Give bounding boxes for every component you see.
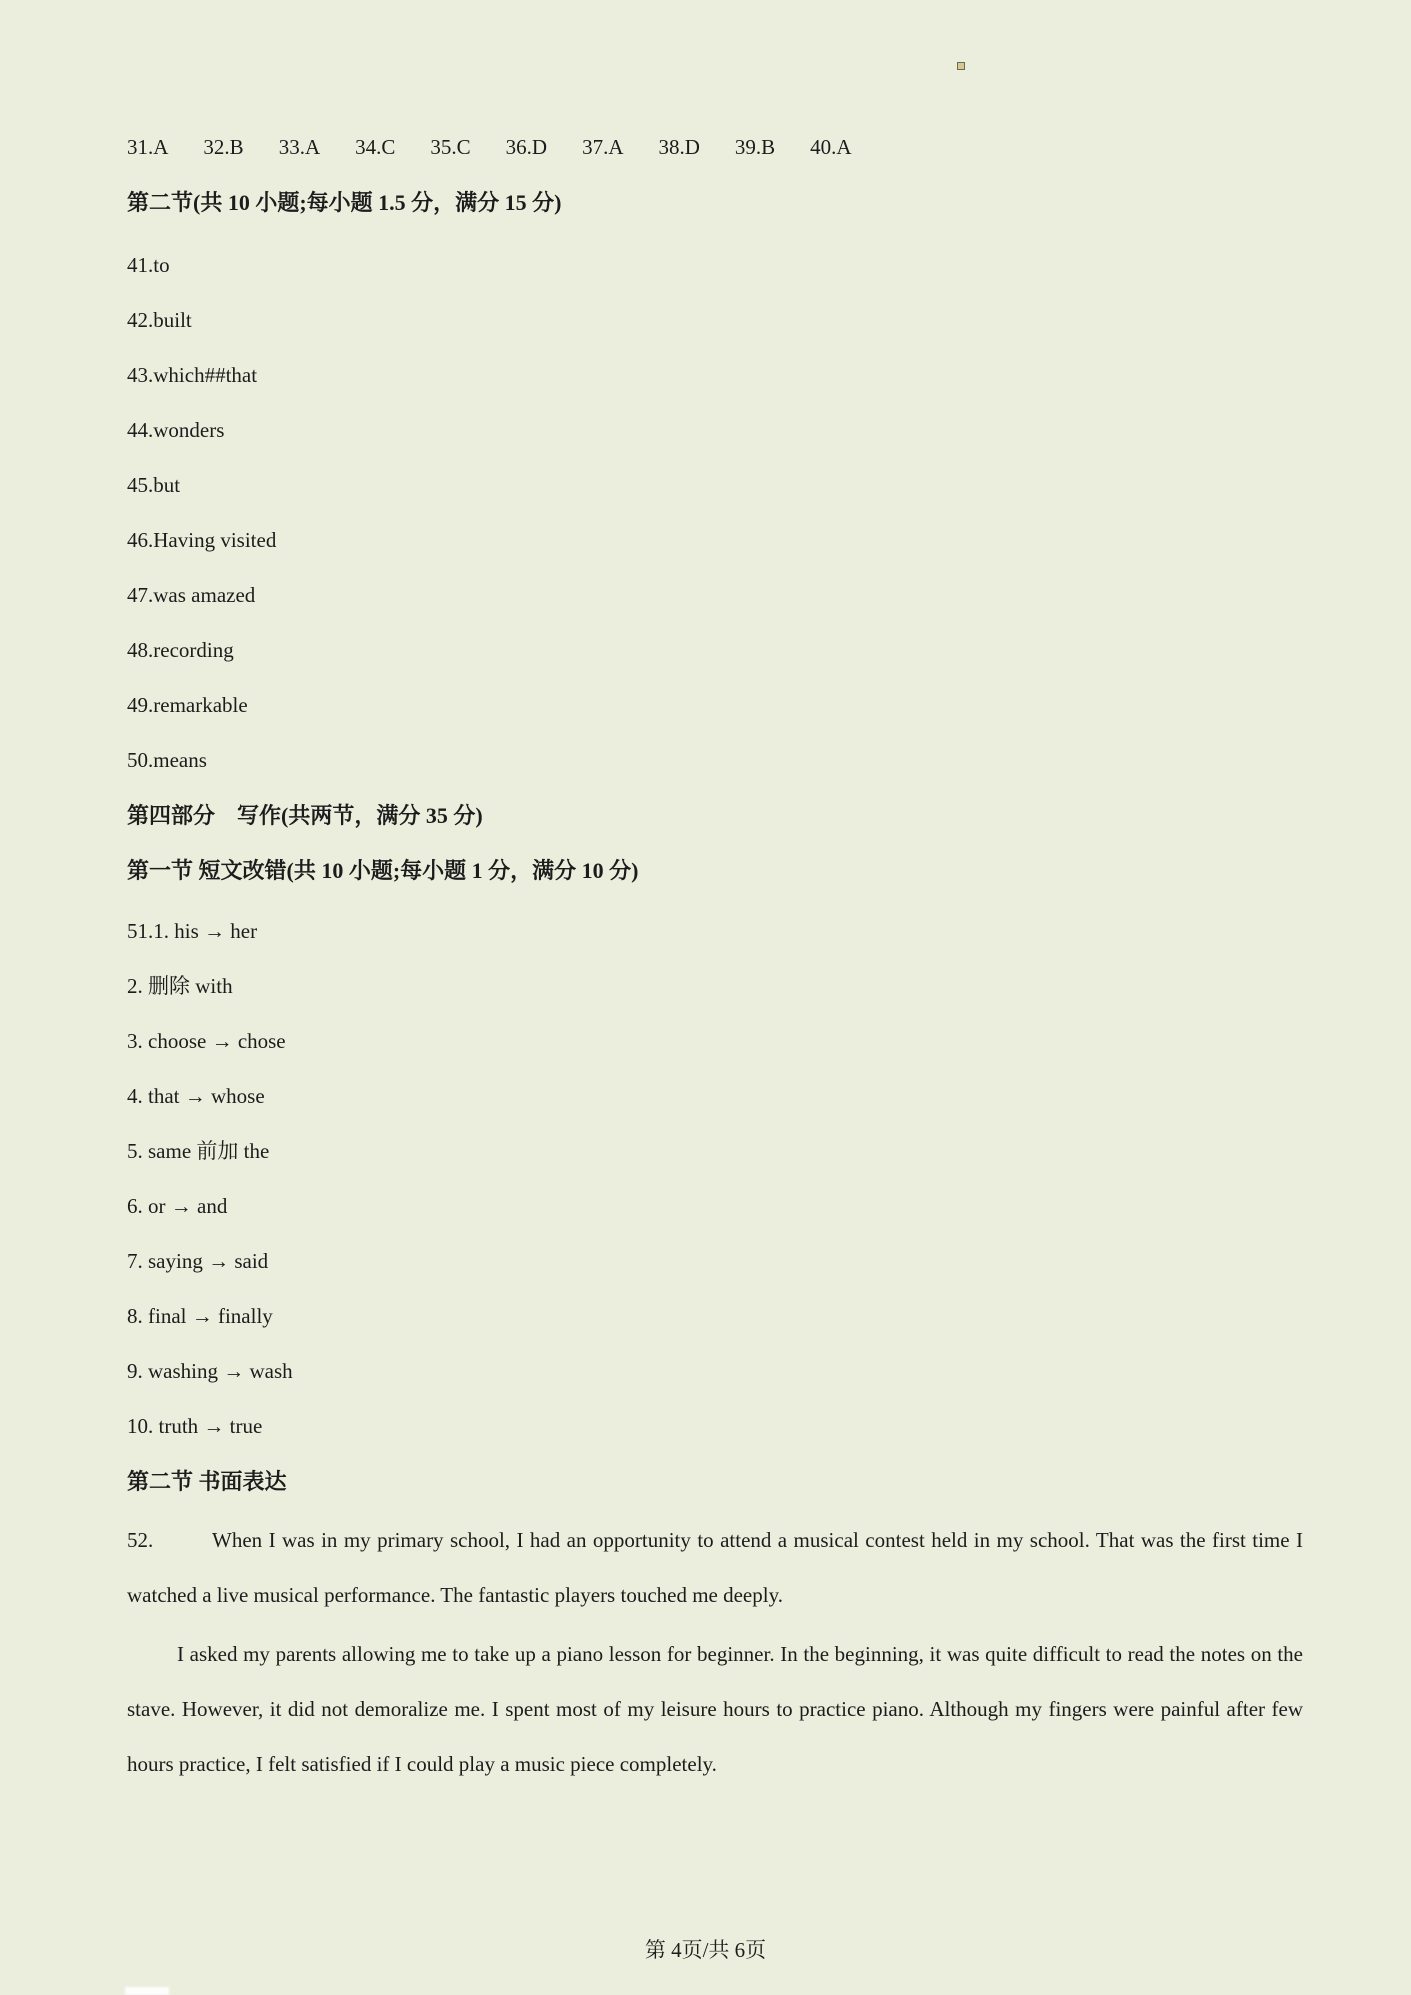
objective-answer: 33.A — [278, 135, 321, 159]
correction-item: 6. or → and — [127, 1194, 228, 1218]
essay-paragraph-1-text: When I was in my primary school, I had an opportunity to attend a musical contest held in my school. That was the first time I watched a live musical performance. The fantastic players touched me deeply. — [127, 1528, 1303, 1607]
page-artifact-dot — [957, 62, 965, 70]
written-expression-header: 第二节 书面表达 — [127, 1469, 287, 1494]
correction-item: 51.1. his → her — [127, 919, 258, 943]
objective-answer: 40.A — [810, 135, 852, 159]
objective-answer: 38.D — [658, 135, 700, 159]
correction-item: 7. saying → said — [127, 1249, 269, 1273]
objective-answer: 37.A — [582, 135, 624, 159]
essay-paragraph-1 — [127, 1513, 1303, 1623]
objective-answer: 32.B — [203, 135, 244, 159]
fill-answer: 49.remarkable — [127, 693, 248, 717]
page-footer — [0, 1923, 1411, 1978]
fill-answer: 48.recording — [127, 638, 234, 662]
objective-answers-row — [127, 120, 1303, 175]
objective-answer: 35.C — [430, 135, 471, 159]
essay-paragraph-2: I asked my parents allowing me to take up a piano lesson for beginner. In the beginning, it was quite difficult to read the notes on the stave. However, it did not demoralize me. I spent most of my leisure hours to practice piano. Although my fingers were painful after few hours practice, I felt satisfied if I could play a music piece completely. — [127, 1642, 1303, 1776]
part-four-header: 第四部分 写作(共两节，满分 35 分) — [127, 803, 483, 828]
objective-answer: 36.D — [505, 135, 548, 159]
correction-item: 9. washing → wash — [127, 1359, 293, 1383]
correction-item: 4. that → whose — [127, 1084, 265, 1108]
fill-answer: 43.which##that — [127, 363, 258, 387]
objective-answer: 34.C — [355, 135, 396, 159]
objective-answer: 39.B — [734, 135, 776, 159]
fill-answer: 46.Having visited — [127, 528, 277, 552]
corrections-list — [127, 904, 1303, 1454]
correction-item: 8. final → finally — [127, 1304, 273, 1328]
fill-answer: 47.was amazed — [127, 583, 256, 607]
error-correction-header: 第一节 短文改错(共 10 小题;每小题 1 分，满分 10 分) — [127, 858, 639, 883]
correction-item: 10. truth → true — [127, 1414, 263, 1438]
essay-question-number: 52. — [127, 1528, 154, 1552]
page-number: 第 4页/共 6页 — [644, 1938, 767, 1962]
fill-answer: 50.means — [127, 748, 207, 772]
correction-item: 5. same 前加 the — [127, 1139, 270, 1163]
objective-answer: 31.A — [127, 135, 169, 159]
essay-answer — [127, 1513, 1303, 1792]
fill-answers-list — [127, 238, 1303, 788]
fill-answer: 41.to — [127, 253, 170, 277]
watermark-fragment — [125, 1987, 169, 1995]
fill-answer: 45.but — [127, 473, 181, 497]
fill-answer: 44.wonders — [127, 418, 225, 442]
fill-answer: 42.built — [127, 308, 192, 332]
correction-item: 3. choose → chose — [127, 1029, 286, 1053]
section-two-header: 第二节(共 10 小题;每小题 1.5 分，满分 15 分) — [127, 190, 562, 215]
correction-item: 2. 删除 with — [127, 974, 233, 998]
